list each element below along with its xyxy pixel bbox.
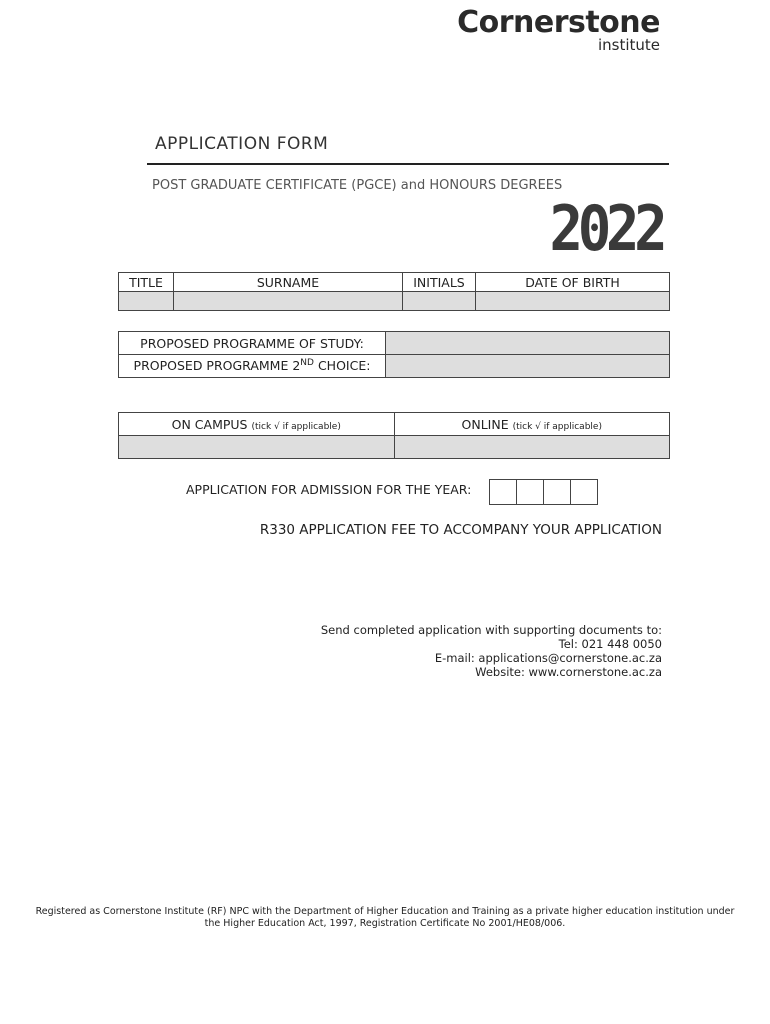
logo-wordmark: Cornerstone [457, 5, 660, 40]
application-fee-notice: R330 APPLICATION FEE TO ACCOMPANY YOUR APPLICATION [259, 522, 662, 538]
table-header-row [119, 273, 670, 292]
programme-2nd-choice-field[interactable] [386, 355, 670, 378]
programme-field[interactable] [386, 332, 670, 355]
personal-details-table [118, 272, 670, 311]
date-of-birth-field[interactable] [476, 292, 670, 311]
form-title: APPLICATION FORM [155, 134, 329, 154]
surname-field[interactable] [174, 292, 403, 311]
logo-subtitle: institute [597, 36, 660, 54]
contact-website: Website: www.cornerstone.ac.za [475, 665, 662, 679]
form-year: 2022 [549, 192, 662, 265]
study-mode-table [118, 412, 670, 459]
contact-intro: Send completed application with supporting documents to: [320, 623, 662, 637]
year-digit-box[interactable] [543, 479, 571, 505]
contact-email: E-mail: applications@cornerstone.ac.za [434, 651, 662, 665]
initials-field[interactable] [403, 292, 476, 311]
year-digit-box[interactable] [570, 479, 598, 505]
programme-table [118, 331, 670, 378]
surname-header: SURNAME [174, 273, 403, 292]
title-header: TITLE [119, 273, 174, 292]
programme-2nd-choice-label: PROPOSED PROGRAMME 2ND CHOICE: [119, 355, 386, 378]
on-campus-tick-field[interactable] [119, 436, 395, 459]
year-digit-box[interactable] [516, 479, 544, 505]
table-input-row [119, 292, 670, 311]
online-tick-field[interactable] [394, 436, 670, 459]
contact-block [321, 623, 662, 679]
programme-label: PROPOSED PROGRAMME OF STUDY: [119, 332, 386, 355]
year-digit-box[interactable] [489, 479, 517, 505]
online-header: ONLINE (tick √ if applicable) [394, 413, 670, 436]
admission-year-label: APPLICATION FOR ADMISSION FOR THE YEAR: [186, 482, 472, 497]
contact-tel: Tel: 021 448 0050 [558, 637, 662, 651]
programme-row-1 [119, 332, 670, 355]
registration-footer: Registered as Cornerstone Institute (RF) NPC with the Department of Higher Education and Training as a private higher education institution under the Higher Education Act, 1997, Registration Certificate No 2001/HE08/006. [35, 906, 735, 929]
form-subtitle: POST GRADUATE CERTIFICATE (PGCE) and HONOURS DEGREES [152, 178, 563, 193]
cornerstone-logo [457, 6, 660, 53]
admission-year-boxes [490, 479, 598, 505]
title-divider [147, 163, 669, 165]
study-mode-header-row [119, 413, 670, 436]
date-of-birth-header: DATE OF BIRTH [476, 273, 670, 292]
title-field[interactable] [119, 292, 174, 311]
programme-row-2 [119, 355, 670, 378]
initials-header: INITIALS [403, 273, 476, 292]
on-campus-header: ON CAMPUS (tick √ if applicable) [119, 413, 395, 436]
study-mode-input-row [119, 436, 670, 459]
